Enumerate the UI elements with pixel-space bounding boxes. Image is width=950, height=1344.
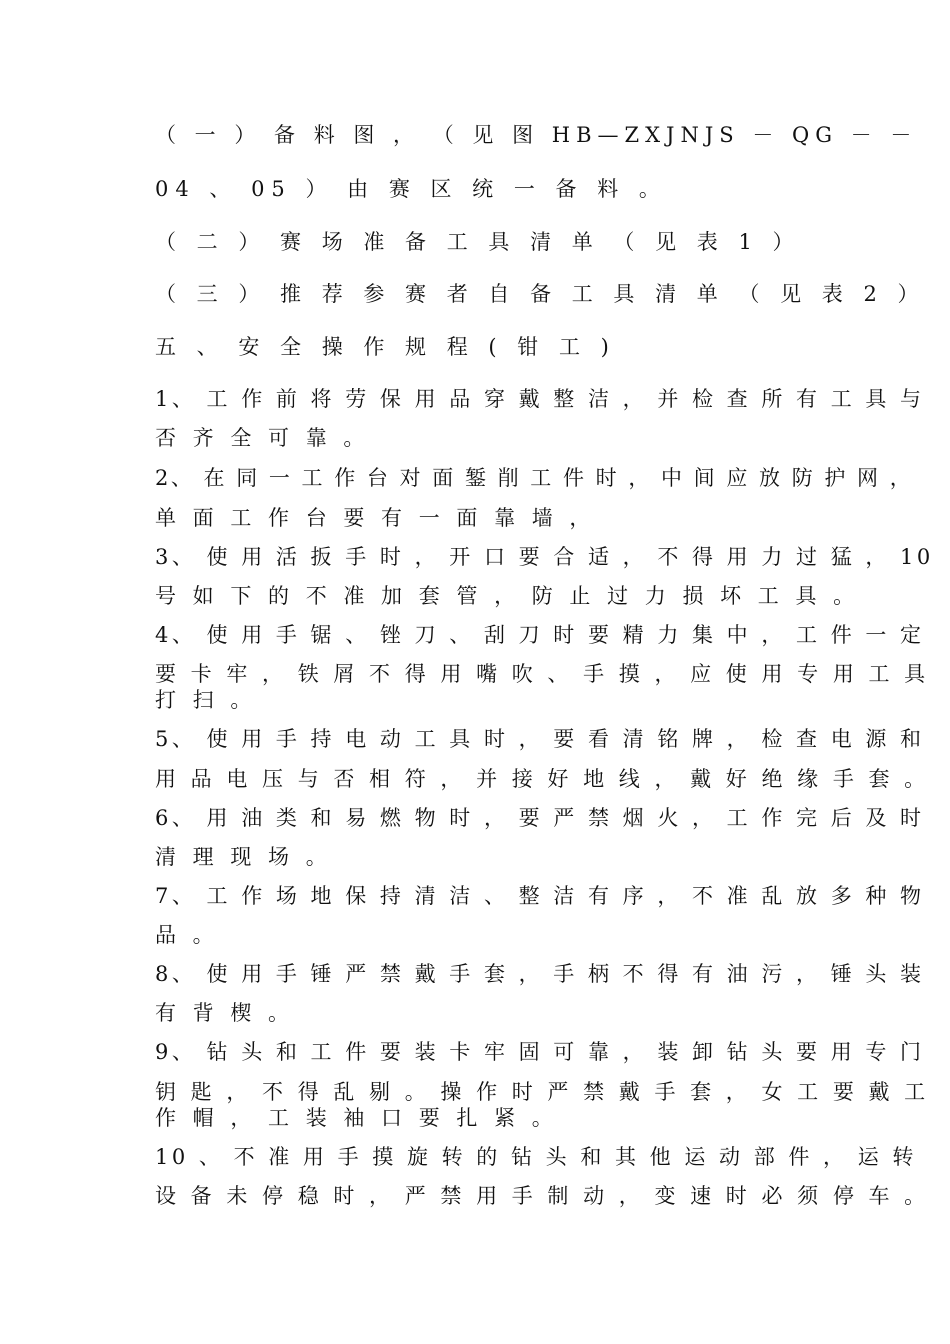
rule-4-line-1: 4、 使 用 手 锯 、 锉 刀 、 刮 刀 时 要 精 力 集 中 ， 工 件 一 定: [155, 623, 925, 647]
rule-6-line-1: 6、 用 油 类 和 易 燃 物 时 ， 要 严 禁 烟 火 ， 工 作 完 后 及 时: [155, 806, 925, 830]
rule-2-line-2: 单 面 工 作 台 要 有 一 面 靠 墙 ，: [155, 506, 596, 530]
section-1-line-1: （ 一 ） 备 料 图 ， （ 见 图 HB—ZXJNJS － QG － －: [155, 123, 918, 147]
rule-3-line-1: 3、 使 用 活 扳 手 时 ， 开 口 要 合 适 ， 不 得 用 力 过 猛 ， 10: [155, 545, 934, 569]
rule-6-line-2: 清 理 现 场 。: [155, 845, 332, 869]
section-1-line-2: 04 、 05 ） 由 赛 区 统 一 备 料 。: [155, 177, 667, 201]
rule-8-line-1: 8、 使 用 手 锤 严 禁 戴 手 套 ， 手 柄 不 得 有 油 污 ， 锤 头 装: [155, 962, 925, 986]
rule-3-line-2: 号 如 下 的 不 准 加 套 管 ， 防 止 过 力 损 坏 工 具 。: [155, 584, 860, 608]
rule-5-line-1: 5、 使 用 手 持 电 动 工 具 时 ， 要 看 清 铭 牌 ， 检 查 电 源 和: [155, 727, 925, 751]
rule-7-line-1: 7、 工 作 场 地 保 持 清 洁 、 整 洁 有 序 ， 不 准 乱 放 多 种 物: [155, 884, 925, 908]
rule-9-line-3: 作 帽 ， 工 装 袖 口 要 扎 紧 。: [155, 1106, 558, 1130]
rule-2-line-1: 2、 在 同 一 工 作 台 对 面 錾 削 工 件 时 ， 中 间 应 放 防 护 网 ，: [155, 466, 914, 490]
rule-4-line-2: 要 卡 牢 ， 铁 屑 不 得 用 嘴 吹 、 手 摸 ， 应 使 用 专 用 工 具: [155, 662, 930, 686]
rule-10-line-1: 10 、 不 准 用 手 摸 旋 转 的 钻 头 和 其 他 运 动 部 件 ， 运 转: [155, 1145, 917, 1169]
rule-4-line-3: 打 扫 。: [155, 688, 257, 712]
rule-10-line-2: 设 备 未 停 稳 时 ， 严 禁 用 手 制 动 ， 变 速 时 必 须 停 车 。: [155, 1184, 930, 1208]
rule-9-line-2: 钥 匙 ， 不 得 乱 剔 。 操 作 时 严 禁 戴 手 套 ， 女 工 要 戴 工: [155, 1080, 930, 1104]
rule-1-line-1: 1、 工 作 前 将 劳 保 用 品 穿 戴 整 洁 ， 并 检 查 所 有 工 具 与: [155, 387, 925, 411]
section-5-heading: 五 、 安 全 操 作 规 程 ( 钳 工 ): [155, 335, 616, 359]
section-2-heading: （ 二 ） 赛 场 准 备 工 具 清 单 （ 见 表 1 ）: [155, 230, 801, 254]
section-3-heading: （ 三 ） 推 荐 参 赛 者 自 备 工 具 清 单 （ 见 表 2 ）: [155, 282, 926, 306]
rule-1-line-2: 否 齐 全 可 靠 。: [155, 426, 370, 450]
rule-5-line-2: 用 品 电 压 与 否 相 符 ， 并 接 好 地 线 ， 戴 好 绝 缘 手 套 。: [155, 767, 930, 791]
rule-8-line-2: 有 背 楔 。: [155, 1001, 295, 1025]
rule-7-line-2: 品 。: [155, 923, 219, 947]
rule-9-line-1: 9、 钻 头 和 工 件 要 装 卡 牢 固 可 靠 ， 装 卸 钻 头 要 用 专 门: [155, 1040, 925, 1064]
